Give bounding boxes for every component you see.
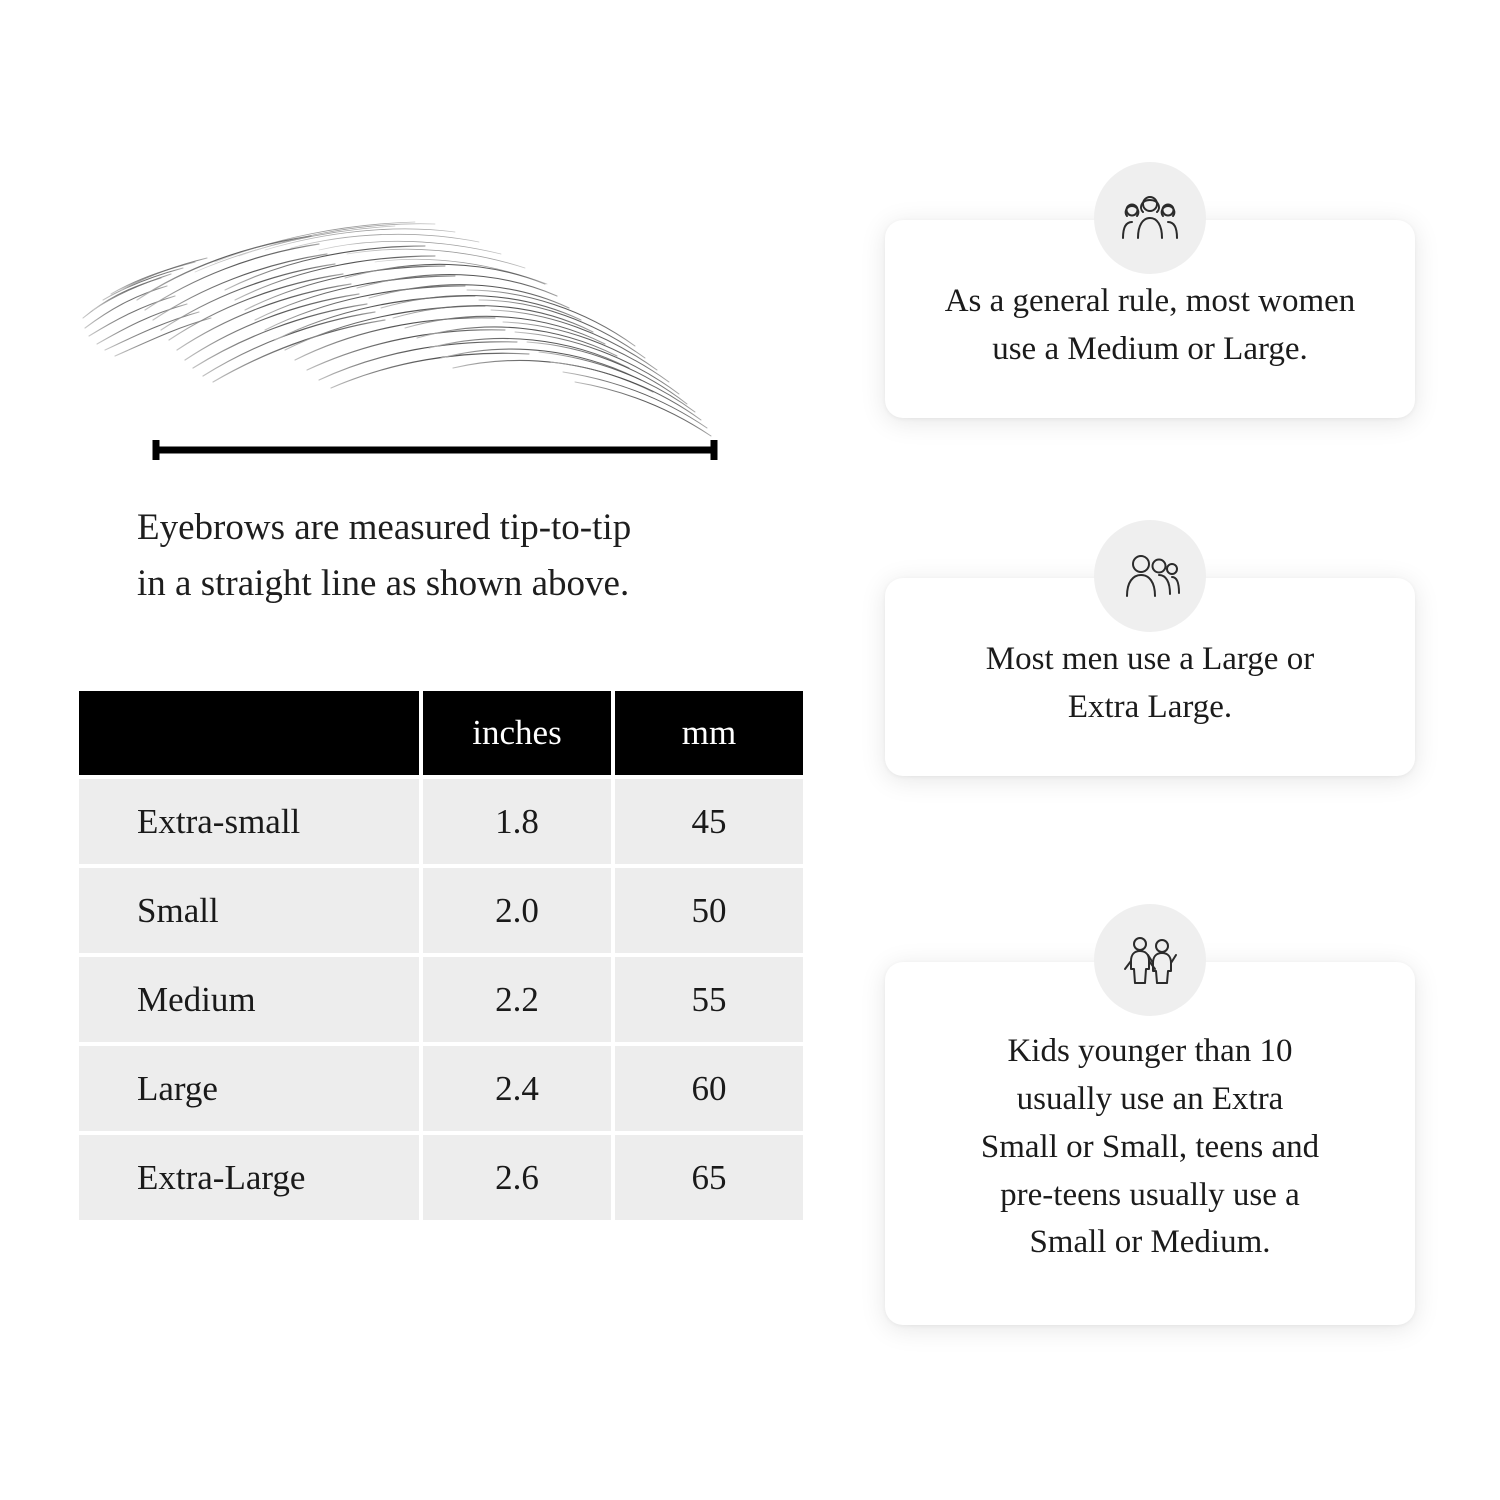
men-group-icon-glyph <box>1119 550 1181 602</box>
right-column <box>820 0 1500 1500</box>
note-women-line-1: As a general rule, most women <box>944 283 1356 319</box>
note-men-line-2: Extra Large. <box>1067 688 1233 725</box>
cell-size: Medium <box>79 957 419 1042</box>
header-inches: inches <box>423 691 611 775</box>
note-women-line-2: use a Medium or Large. <box>992 330 1308 367</box>
cell-size: Extra-small <box>79 779 419 864</box>
header-size <box>79 691 419 775</box>
cell-mm: 60 <box>615 1046 803 1131</box>
cell-inches: 1.8 <box>423 779 611 864</box>
cell-size: Small <box>79 868 419 953</box>
table-header-row <box>79 691 803 775</box>
table-row <box>79 1046 803 1131</box>
tip-to-tip-measurement-line <box>150 438 720 462</box>
cell-size: Large <box>79 1046 419 1131</box>
note-men-line-1: Most men use a Large or <box>985 641 1315 677</box>
table-row <box>79 1135 803 1220</box>
note-kids <box>885 962 1415 1325</box>
note-kids-line-1: Kids younger than 10 <box>1007 1033 1293 1069</box>
header-mm: mm <box>615 691 803 775</box>
men-group-icon <box>1094 520 1206 632</box>
cell-size: Extra-Large <box>79 1135 419 1220</box>
cell-mm: 45 <box>615 779 803 864</box>
caption-line-2: in a straight line as shown above. <box>137 562 630 604</box>
table-row <box>79 868 803 953</box>
table-row <box>79 957 803 1042</box>
women-group-icon-glyph <box>1119 192 1181 244</box>
note-kids-line-4: pre-teens usually use a <box>1000 1176 1300 1213</box>
eyebrow-illustration <box>75 150 715 480</box>
table-row <box>79 779 803 864</box>
cell-mm: 50 <box>615 868 803 953</box>
eyebrow-hairs-graphic <box>75 150 715 450</box>
cell-mm: 55 <box>615 957 803 1042</box>
kids-icon-glyph <box>1121 933 1179 987</box>
note-men <box>885 578 1415 776</box>
cell-inches: 2.2 <box>423 957 611 1042</box>
note-kids-card <box>885 962 1415 1325</box>
note-kids-line-3: Small or Small, teens and <box>980 1128 1320 1165</box>
measurement-caption <box>75 500 735 611</box>
size-chart-table <box>75 687 807 1224</box>
cell-mm: 65 <box>615 1135 803 1220</box>
note-women <box>885 220 1415 418</box>
note-kids-line-5: Small or Medium. <box>1029 1224 1271 1261</box>
women-group-icon <box>1094 162 1206 274</box>
cell-inches: 2.4 <box>423 1046 611 1131</box>
note-kids-line-2: usually use an Extra <box>1016 1080 1284 1117</box>
caption-line-1: Eyebrows are measured tip-to-tip <box>137 507 632 548</box>
cell-inches: 2.0 <box>423 868 611 953</box>
kids-icon <box>1094 904 1206 1016</box>
cell-inches: 2.6 <box>423 1135 611 1220</box>
